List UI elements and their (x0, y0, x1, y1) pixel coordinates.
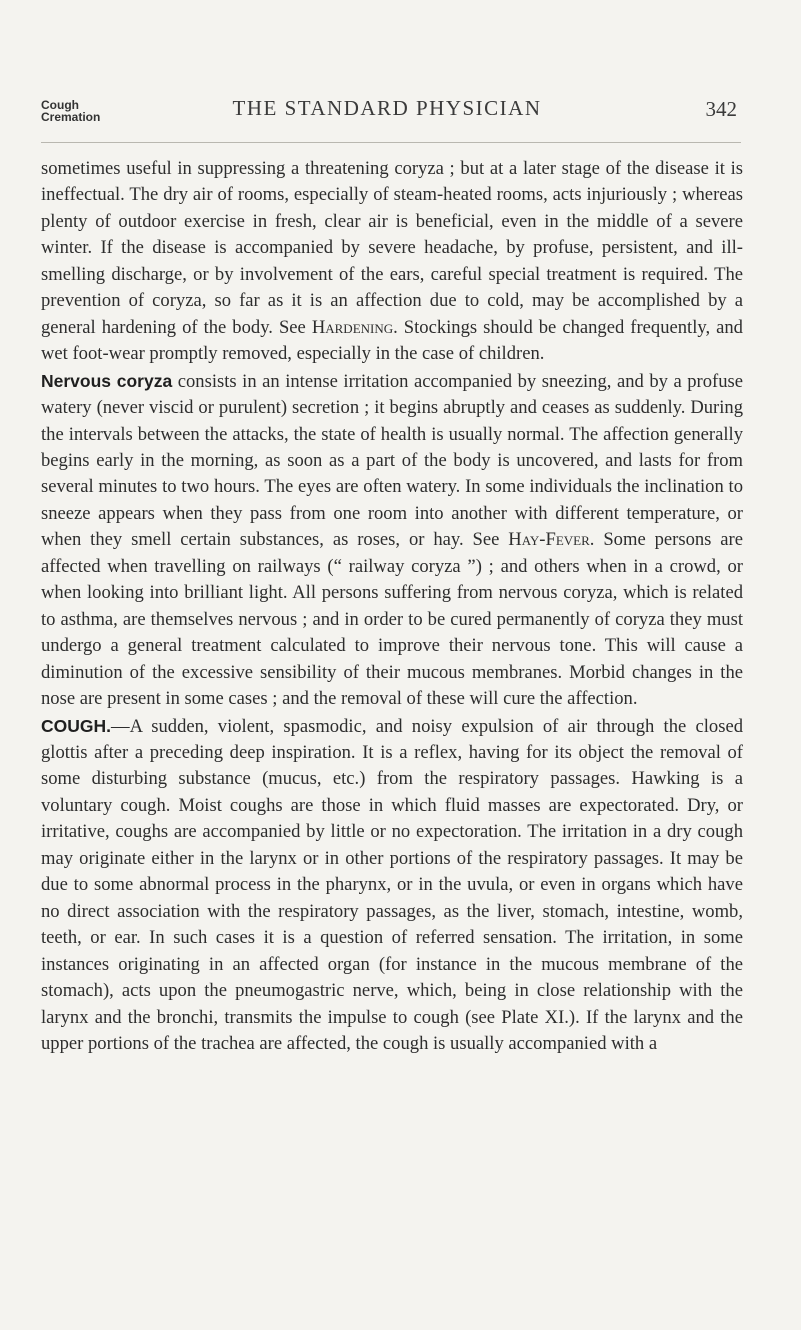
page-number: 342 (705, 97, 737, 121)
entry-heading-cough: COUGH. (41, 715, 111, 736)
paragraph-text: Some persons are affected when travelling on railways (“ railway coryza ”) ; and others when in a crowd, or when looking into brilliant light. All persons suffering from nervous coryza, which is related to asthma, are themselves nervous ; and in order to be cured permanently of coryza they must undergo a general treatment calculated to improve their nervous tone. This will cause a diminution of the excessive sensibility of their mucous membranes. Morbid changes in the nose are present in some cases ; and the removal of these will cure the affection. (41, 529, 743, 710)
page-body (41, 156, 743, 1057)
header-rule (41, 142, 741, 143)
page-header (41, 96, 745, 138)
paragraph-nervous-coryza (41, 368, 743, 713)
paragraph-text: Stockings should be changed frequently, and wet foot-wear promptly removed, especially in the case of children. (41, 316, 743, 365)
paragraph-text: consists in an intense irritation accompanied by sneezing, and by a profuse watery (never viscid or purulent) secretion ; it begins abruptly and ceases as suddenly. During the intervals between the attacks, the state of health is usually normal. The affection generally begins early in the morning, as soon as a part of the body is uncovered, and lasts for from several minutes to two hours. The eyes are often watery. In some individuals the inclination to sneeze appears when they pass from one room into another with different temperature, or when they smell certain substances, as roses, or hay. See (41, 370, 743, 551)
paragraph-text: —A sudden, violent, spasmodic, and noisy expulsion of air through the closed glottis after a preceding deep inspiration. It is a reflex, having for its object the removal of some disturbing substance (mucus, etc.) from the respiratory passages. Hawking is a voluntary cough. Moist coughs are those in which fluid masses are expectorated. Dry, or irritative, coughs are accompanied by little or no expectoration. The irritation in a dry cough may originate either in the larynx or in other portions of the respiratory passages. It may be due to some abnormal process in the pharynx, or in the uvula, or even in organs which have no direct association with the respiratory passages, as the liver, stomach, intestine, womb, teeth, or ear. In such cases it is a question of referred sensation. The irritation, in some instances originating in an affected organ (for instance in the mucous membrane of the stomach), acts upon the pneumogastric nerve, which, being in close relationship with the larynx and the bronchi, transmits the impulse to cough (see Plate XI.). If the larynx and the upper portions of the trachea are affected, the cough is usually accompanied with a (41, 715, 743, 1054)
paragraph-text: sometimes useful in suppressing a threatening coryza ; but at a later stage of the disease it is ineffectual. The dry air of rooms, especially of steam-heated rooms, acts injuriously ; whereas plenty of outdoor exercise in fresh, clear air is beneficial, even in the middle of a severe winter. If the disease is accompanied by severe headache, by profuse, persistent, and ill-smelling discharge, or by involvement of the ears, careful special treatment is required. The prevention of coryza, so far as it is an affection due to cold, may be accomplished by a general hardening of the body. See (41, 158, 743, 338)
cross-reference-hay-fever: Hay-Fever. (508, 529, 595, 551)
paragraph-cough (41, 713, 743, 1058)
entry-heading-nervous-coryza: Nervous coryza (41, 370, 173, 391)
guide-word-first: Cough (41, 98, 79, 112)
guide-word-last: Cremation (41, 110, 101, 124)
running-title: THE STANDARD PHYSICIAN (232, 96, 542, 120)
cross-reference-hardening: Hardening. (311, 316, 398, 338)
paragraph-coryza-treatment (41, 156, 743, 368)
